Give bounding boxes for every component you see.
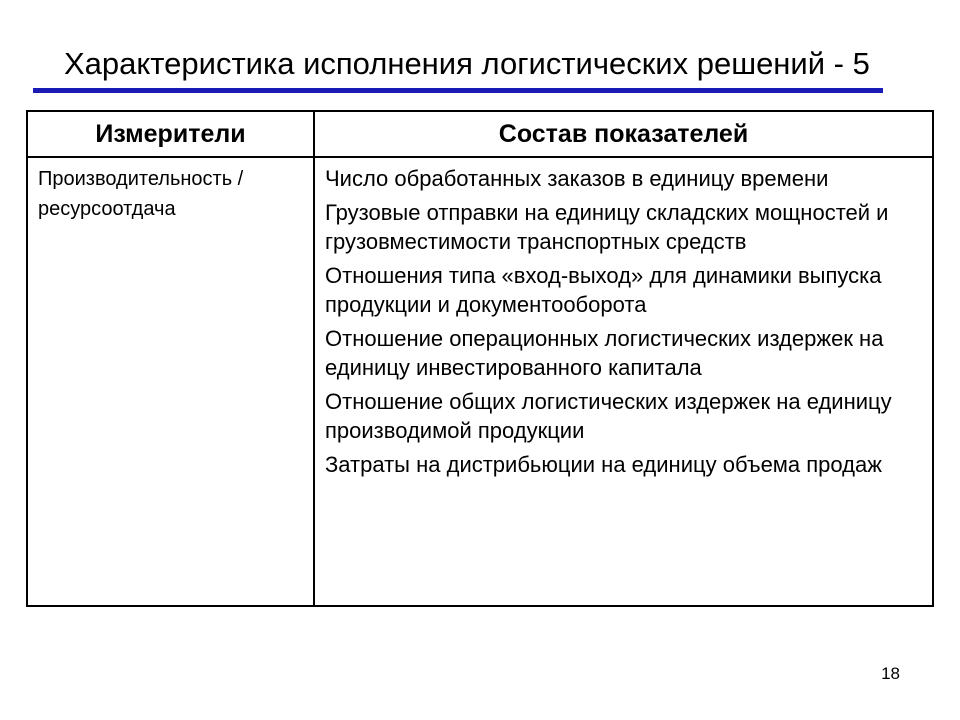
measure-cell: Производительность / ресурсоотдача <box>38 168 244 220</box>
indicator-list <box>325 164 925 484</box>
indicator-item: Грузовые отправки на единицу складских мощностей и грузовместимости транспортных средств <box>325 200 889 254</box>
title-underline <box>33 88 883 93</box>
indicator-item: Затраты на дистрибьюции на единицу объема продаж <box>325 452 882 477</box>
indicator-item: Отношение общих логистических издержек на единицу производимой продукции <box>325 389 892 443</box>
table-header-row <box>28 112 932 158</box>
column-divider <box>313 112 315 605</box>
slide-title: Характеристика исполнения логистических решений - 5 <box>64 46 870 81</box>
header-indicators: Состав показателей <box>498 120 749 148</box>
header-measures: Измерители <box>95 120 246 148</box>
page-number: 18 <box>881 664 900 683</box>
indicator-item: Отношение операционных логистических издержек на единицу инвестированного капитала <box>325 326 884 380</box>
indicators-table <box>26 110 934 607</box>
indicator-item: Отношения типа «вход-выход» для динамики выпуска продукции и документооборота <box>325 263 882 317</box>
indicator-item: Число обработанных заказов в единицу времени <box>325 166 829 191</box>
